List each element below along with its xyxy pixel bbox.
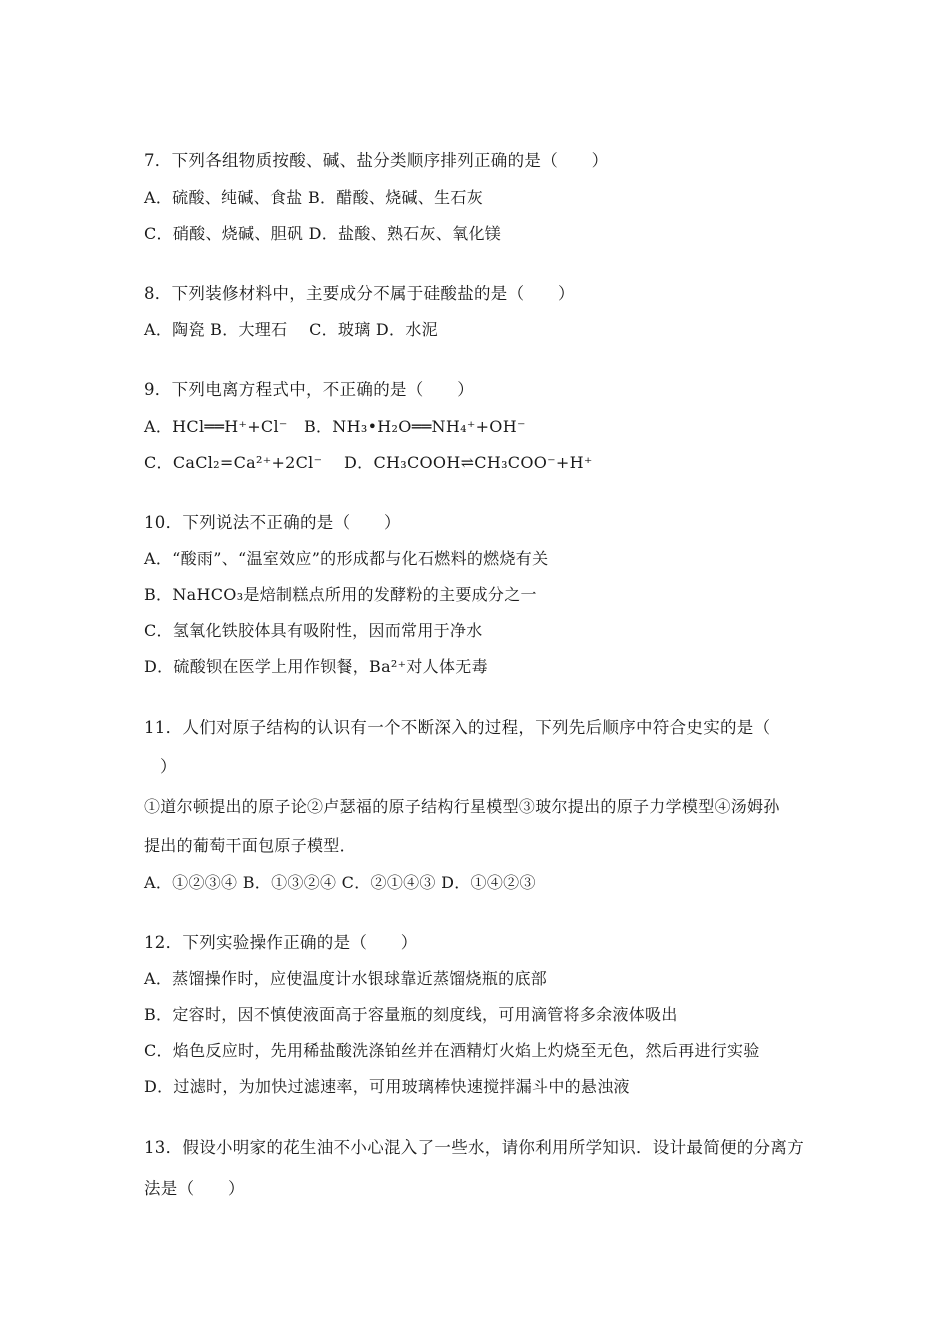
question-7-options-ab: A．硫酸、纯碱、食盐 B．醋酸、烧碱、生石灰	[144, 188, 483, 207]
question-13-stem-continued: 法是（ ）	[144, 1179, 245, 1198]
question-11-options: A．①②③④ B．①③②④ C．②①④③ D．①④②③	[144, 873, 536, 892]
question-7-options-cd: C．硝酸、烧碱、胆矾 D．盐酸、熟石灰、氧化镁	[144, 224, 502, 243]
question-12-option-a: A．蒸馏操作时，应使温度计水银球靠近蒸馏烧瓶的底部	[144, 969, 548, 988]
question-7-stem: 7．下列各组物质按酸、碱、盐分类顺序排列正确的是（ ）	[144, 151, 609, 170]
question-8-stem: 8．下列装修材料中，主要成分不属于硅酸盐的是（ ）	[144, 284, 575, 303]
question-11-stem: 11．人们对原子结构的认识有一个不断深入的过程，下列先后顺序中符合史实的是（	[144, 718, 771, 737]
question-10-option-d: D．硫酸钡在医学上用作钡餐，Ba²⁺对人体无毒	[144, 657, 488, 676]
question-12-option-c: C．焰色反应时，先用稀盐酸洗涤铂丝并在酒精灯火焰上灼烧至无色，然后再进行实验	[144, 1041, 760, 1060]
question-8-options: A．陶瓷 B．大理石 C．玻璃 D．水泥	[144, 320, 438, 339]
question-12-option-b: B．定容时，因不慎使液面高于容量瓶的刻度线，可用滴管将多余液体吸出	[144, 1005, 678, 1024]
question-11-body-line-1: ①道尔顿提出的原子论②卢瑟福的原子结构行星模型③玻尔提出的原子力学模型④汤姆孙	[144, 797, 780, 816]
question-10-option-b: B．NaHCO₃是焙制糕点所用的发酵粉的主要成分之一	[144, 585, 537, 604]
question-9-options-cd: C．CaCl₂=Ca²⁺+2Cl⁻ D．CH₃COOH⇌CH₃COO⁻+H⁺	[144, 453, 593, 472]
question-12-option-d: D．过滤时，为加快过滤速率，可用玻璃棒快速搅拌漏斗中的悬浊液	[144, 1077, 630, 1096]
question-11-body-line-2: 提出的葡萄干面包原子模型．	[144, 836, 356, 855]
question-10-option-c: C．氢氧化铁胶体具有吸附性，因而常用于净水	[144, 621, 483, 640]
question-10-stem: 10．下列说法不正确的是（ ）	[144, 513, 401, 532]
question-11-stem-continued: ）	[160, 757, 177, 776]
question-9-stem: 9．下列电离方程式中，不正确的是（ ）	[144, 380, 474, 399]
question-13-stem: 13．假设小明家的花生油不小心混入了一些水，请你利用所学知识．设计最简便的分离方	[144, 1138, 804, 1157]
question-12-stem: 12．下列实验操作正确的是（ ）	[144, 933, 418, 952]
question-10-option-a: A．“酸雨”、“温室效应”的形成都与化石燃料的燃烧有关	[144, 549, 549, 568]
question-9-options-ab: A．HCl══H⁺+Cl⁻ B．NH₃•H₂O══NH₄⁺+OH⁻	[144, 417, 526, 436]
